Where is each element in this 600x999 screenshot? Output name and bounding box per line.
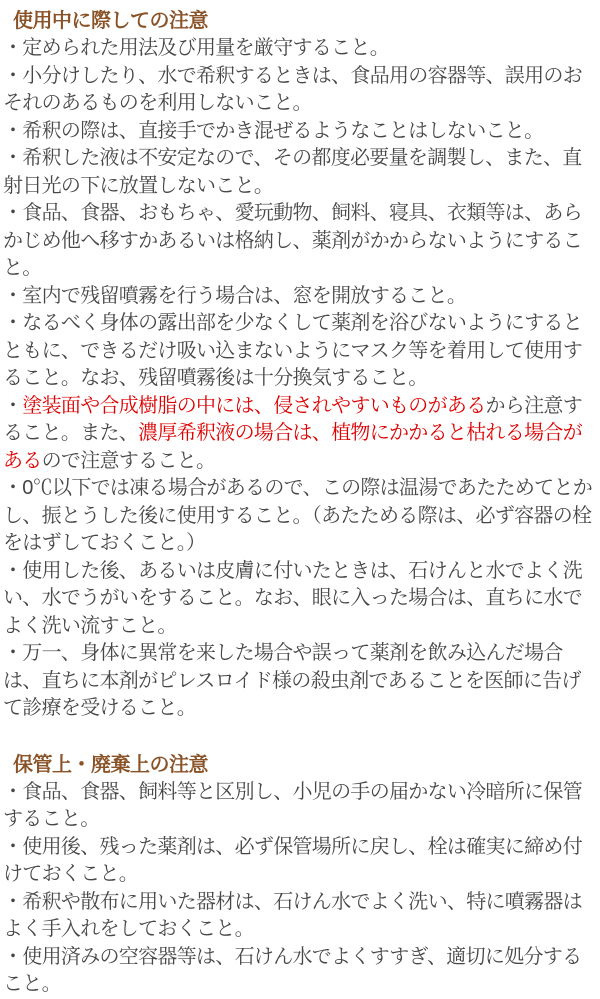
warning-text-segment: 濃厚希釈液の場合は、植物にかかると枯れる場合がある: [3, 422, 583, 472]
text-segment: ・定められた用法及び用量を厳守すること。: [3, 37, 389, 59]
text-segment: ・食品、食器、飼料等と区別し、小児の手の届かない冷暗所に保管すること。: [3, 780, 582, 830]
precaution-item: [3, 393, 598, 476]
precaution-item: [3, 200, 598, 283]
section-usage-precautions: [3, 7, 598, 723]
precaution-item: [3, 834, 598, 889]
text-segment: ・小分けしたり、水で希釈するときは、食品用の容器等、誤用のおそれのあるものを利用しないこと。: [3, 64, 582, 114]
text-segment: ・使用後、残った薬剤は、必ず保管場所に戻し、栓は確実に締め付けておくこと。: [3, 835, 582, 885]
storage-disposal-precautions-list: [3, 779, 598, 999]
text-segment: ・なるべく身体の露出部を少なくして薬剤を浴びないようにするとともに、できるだけ吸い込まないようにマスク等を着用して使用すること。なお、残留噴霧後は十分換気すること。: [3, 312, 582, 389]
text-segment: ・希釈の際は、直接手でかき混ぜるようなことはしないこと。: [3, 119, 544, 142]
text-segment: ので注意すること。: [41, 449, 216, 472]
precaution-item: [3, 779, 598, 834]
precaution-item: [3, 889, 598, 944]
precaution-item: [3, 310, 598, 393]
precaution-item: [3, 944, 598, 999]
precaution-item: [3, 63, 598, 118]
precaution-item: [3, 283, 598, 311]
text-segment: ・使用済みの空容器等は、石けん水でよくすすぎ、適切に処分すること。: [3, 945, 582, 995]
text-segment: ・食品、食器、おもちゃ、愛玩動物、飼料、寝具、衣類等は、あらかじめ他へ移すかあるいは格納し、薬剤がかからないようにすること。: [3, 202, 582, 279]
section-storage-disposal-precautions: [3, 751, 598, 999]
precaution-item: [3, 145, 598, 200]
text-segment: ・使用した後、あるいは皮膚に付いたときは、石けんと水でよく洗い、水でうがいをすること。なお、眼に入った場合は、直ちに水でよく洗い流すこと。: [3, 559, 582, 637]
text-segment: ・: [3, 394, 23, 417]
precaution-item: [3, 475, 598, 558]
text-segment: ・希釈した液は不安定なので、その都度必要量を調製し、また、直射日光の下に放置しないこと。: [3, 147, 582, 197]
precaution-item: [3, 558, 598, 641]
text-segment: から注意すること。また、: [3, 394, 583, 444]
storage-disposal-precautions-heading: 保管上・廃棄上の注意: [13, 753, 208, 776]
text-segment: ・希釈や散布に用いた器材は、石けん水でよく洗い、特に噴霧器はよく手入れをしておくこと。: [3, 890, 582, 940]
precaution-item: [3, 640, 598, 723]
warning-text-segment: 塗装面や合成樹脂の中には、侵されやすいものがある: [22, 394, 486, 417]
text-segment: ・0℃以下では凍る場合があるので、この際は温湯であたためてとかし、振とうした後に使用すること。（あたためる際は、必ず容器の栓をはずしておくこと。）: [3, 477, 593, 554]
usage-precautions-list: [3, 35, 598, 723]
usage-precautions-heading: 使用中に際しての注意: [13, 10, 208, 32]
precaution-item: [3, 35, 598, 63]
precaution-item: [3, 118, 598, 146]
text-segment: ・万一、身体に異常を来した場合や誤って薬剤を飲み込んだ場合は、直ちに本剤がピレスロイド様の殺虫剤であることを医師に告げて診療を受けること。: [3, 642, 581, 719]
text-segment: ・室内で残留噴霧を行う場合は、窓を開放すること。: [3, 284, 467, 307]
